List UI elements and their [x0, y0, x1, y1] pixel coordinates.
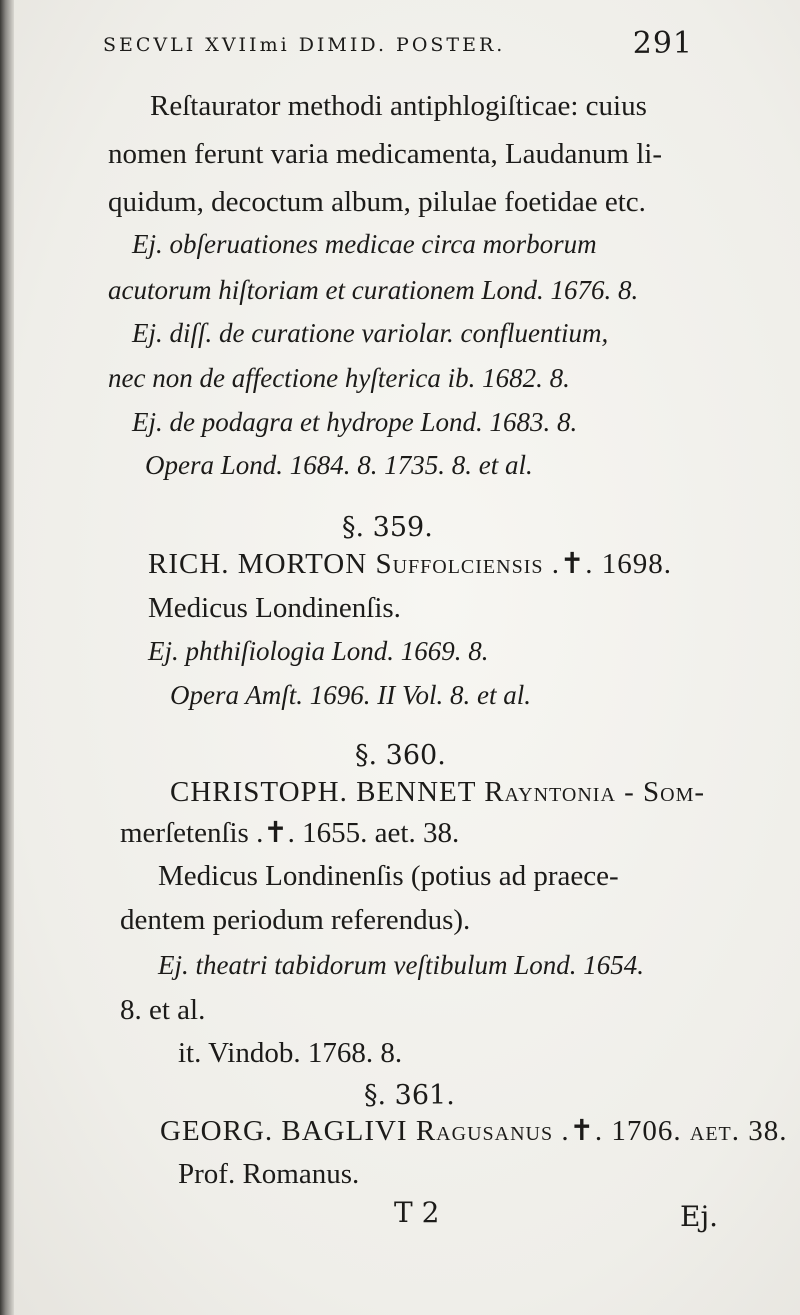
text-line: quidum, decoctum album, pilulae foetidae etc.: [108, 186, 646, 218]
text-line: Medicus Londinenſis (potius ad praece-: [158, 860, 619, 892]
section-heading: §. 359.: [342, 512, 433, 543]
text-line: RICH. MORTON Suffolcienſis .✝. 1698.: [148, 548, 673, 580]
text-line: 8. et al.: [120, 994, 206, 1026]
section-heading: §. 361.: [364, 1080, 455, 1111]
text-line: Reſtaurator methodi antiphlogiſticae: cuius: [150, 90, 647, 122]
text-line: dentem periodum referendus).: [120, 904, 471, 936]
text-line: Opera Amſt. 1696. II Vol. 8. et al.: [170, 680, 531, 710]
signature-mark: T 2: [394, 1196, 440, 1229]
text-line: Ej. phthiſiologia Lond. 1669. 8.: [148, 636, 489, 666]
section-heading: §. 360.: [355, 740, 446, 771]
catchword: Ej.: [680, 1200, 719, 1233]
text-line: Ej. theatri tabidorum veſtibulum Lond. 1654.: [158, 950, 644, 980]
text-line: Ej. diſſ. de curatione variolar. confluentium,: [132, 318, 609, 348]
text-line: Prof. Romanus.: [178, 1158, 360, 1190]
text-line: nomen ferunt varia medicamenta, Laudanum li-: [108, 138, 663, 170]
text-line: Ej. obſeruationes medicae circa morborum: [132, 229, 597, 259]
text-line: GEORG. BAGLIVI Raguſanus .✝. 1706. aet. 38.: [160, 1115, 788, 1147]
text-line: Medicus Londinenſis.: [148, 592, 401, 624]
text-line: CHRISTOPH. BENNET Rayntonia - Som-: [170, 776, 706, 808]
text-line: Ej. de podagra et hydrope Lond. 1683. 8.: [132, 407, 578, 437]
page-binding-edge: [0, 0, 14, 1315]
text-line: Opera Lond. 1684. 8. 1735. 8. et al.: [145, 450, 533, 480]
text-line: merſetenſis .✝. 1655. aet. 38.: [120, 817, 460, 849]
running-title: SECVLI XVIImi DIMID. POSTER.: [103, 34, 506, 56]
text-line: it. Vindob. 1768. 8.: [178, 1037, 403, 1069]
running-header: [103, 26, 693, 61]
page-number: 291: [632, 26, 693, 61]
text-line: acutorum hiſtoriam et curationem Lond. 1676. 8.: [108, 275, 639, 305]
text-line: nec non de affectione hyſterica ib. 1682. 8.: [108, 363, 570, 393]
